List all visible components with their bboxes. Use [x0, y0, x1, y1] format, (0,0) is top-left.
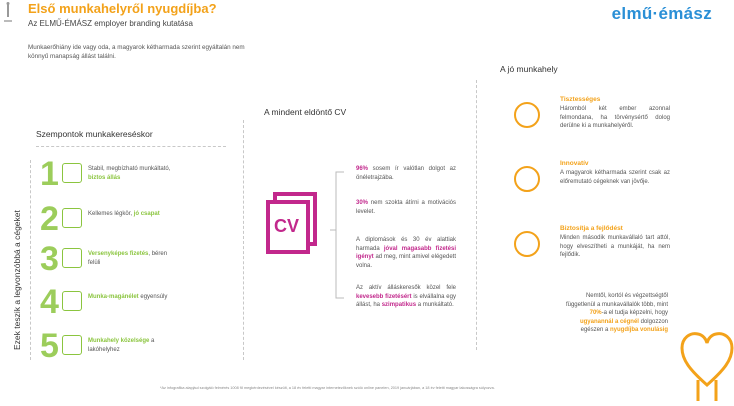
- cv-stat: [356, 165, 456, 182]
- left-divider: [36, 146, 226, 147]
- criteria-highlight: biztos állás: [88, 174, 121, 181]
- closing-part: dolgozzon egészen a: [580, 318, 668, 334]
- criteria-pre: Stabil, megbízható munkáltató,: [88, 166, 171, 172]
- cv-stat-part: ad meg, mint amivel elégedett volna.: [356, 254, 456, 269]
- right-heading: A jó munkahely: [500, 64, 558, 74]
- good-workplace-text: Háromból két ember azonnal felmondana, ha törvénysértő dolog derülne ki a munkahelyéről.: [560, 106, 670, 130]
- criteria-highlight: Versenyképes fizetés: [88, 251, 149, 257]
- criteria-number: 3: [40, 240, 59, 278]
- cv-stat: [356, 284, 456, 310]
- page-subtitle: Az ELMŰ-ÉMÁSZ employer branding kutatása: [28, 19, 193, 28]
- criteria-highlight: jó csapat: [133, 211, 160, 217]
- criteria-post: a lakóhelyhez: [88, 338, 155, 353]
- brand-logo: elmű·émász: [611, 4, 712, 23]
- cv-bracket: [330, 170, 346, 305]
- criteria-number: 4: [40, 283, 59, 321]
- cv-stat-part: nem szokta átírni a motivációs levelet.: [356, 200, 456, 215]
- criteria-icon: [62, 291, 82, 311]
- cv-stat-part: 30%: [356, 200, 369, 206]
- criteria-number: 2: [40, 200, 59, 238]
- good-workplace-title: Tisztességes: [560, 96, 601, 103]
- vertical-label: Ezek teszik a legvonzóbbá a cégeket: [12, 210, 22, 350]
- closing-part: Nemtől, kortól és végzettségtől függetlenül a munkavállalók több, mint: [565, 293, 668, 308]
- criteria-icon: [62, 335, 82, 355]
- cv-label: CV: [274, 216, 300, 236]
- closing-text: [556, 292, 668, 335]
- criteria-text: [88, 250, 180, 267]
- cv-stat-part: 96%: [356, 166, 369, 172]
- middle-left-divider: [243, 120, 244, 360]
- criteria-text: [88, 337, 180, 354]
- globe-hand-icon: [512, 229, 542, 259]
- criteria-highlight: Munkahely közelsége: [88, 338, 150, 344]
- cv-stat: [356, 236, 456, 270]
- cv-stat-part: A diplomások és 30 év alattiak harmada: [356, 237, 456, 252]
- criteria-post: egyensúly: [138, 294, 168, 300]
- paragraph-icon: [512, 100, 542, 130]
- middle-heading: A mindent eldöntő CV: [264, 107, 347, 117]
- criteria-number: 5: [40, 327, 59, 365]
- footnote: *Az infografika alapjául szolgáló felmérés 1008 fő megkérdezésével készült, a 18 év feletti magyar internetezőknek szóló online panelen, 2019 januárjában, a 18 év feletti magyar lakosságra súlyozva.: [160, 386, 495, 390]
- good-workplace-title: Biztosítja a fejlődést: [560, 225, 623, 232]
- vertical-divider: [30, 160, 31, 360]
- cv-stat-part: Az aktív álláskeresők közel fele: [356, 285, 456, 291]
- cv-stat-part: szimpatikus: [381, 302, 417, 309]
- sidebar-badge: [3, 2, 13, 28]
- criteria-pre: Kellemes légkör,: [88, 211, 134, 217]
- cv-document-icon: [265, 190, 325, 265]
- good-workplace-title: Innovatív: [560, 160, 589, 167]
- cv-stat-part: kevesebb fizetésért: [356, 293, 412, 300]
- good-workplace-text: A magyarok kétharmada szerint csak az előremutató cégeknek van jövője.: [560, 170, 670, 185]
- left-heading: Szempontok munkakereséskor: [36, 129, 153, 139]
- closing-part: -a el tudja képzelni, hogy: [601, 310, 668, 317]
- intro-text: Munkaerőhiány ide vagy oda, a magyarok kétharmada szerint egyáltalán nem könnyű manapság állást találni.: [28, 44, 245, 60]
- criteria-number: 1: [40, 155, 59, 193]
- cv-stat-part: a munkáltató.: [416, 302, 454, 309]
- right-left-divider: [476, 80, 477, 350]
- criteria-icon: [62, 208, 82, 228]
- page-title: Első munkahelyről nyugdíjba?: [28, 1, 217, 16]
- cv-stat-part: is elvállalna egy állást, ha: [356, 293, 456, 309]
- criteria-post: , béren felüli: [88, 251, 168, 266]
- closing-part: ugyanannál a cégnél: [579, 318, 639, 325]
- criteria-text: [88, 293, 180, 302]
- criteria-icon: [62, 163, 82, 183]
- solar-panel-icon: [512, 164, 542, 194]
- cv-stat: [356, 199, 456, 216]
- criteria-text: [88, 165, 180, 182]
- cv-stat-part: jóval magasabb fizetési igényt: [356, 245, 456, 261]
- criteria-highlight: Munka-magánélet: [88, 294, 139, 300]
- person-icon: [3, 2, 13, 28]
- criteria-icon: [62, 248, 82, 268]
- heart-hand-icon: [680, 320, 734, 406]
- closing-part: nyugdíjba vonulásig: [609, 327, 668, 334]
- criteria-text: [88, 210, 180, 219]
- good-workplace-text: Minden második munkavállaló tart attól, hogy elveszítheti a munkáját, ha nem fejlődik.: [560, 235, 670, 259]
- closing-part: 70%: [589, 310, 602, 317]
- cv-stat-part: sosem ír valótlan dolgot az önéletrajzába.: [356, 166, 456, 181]
